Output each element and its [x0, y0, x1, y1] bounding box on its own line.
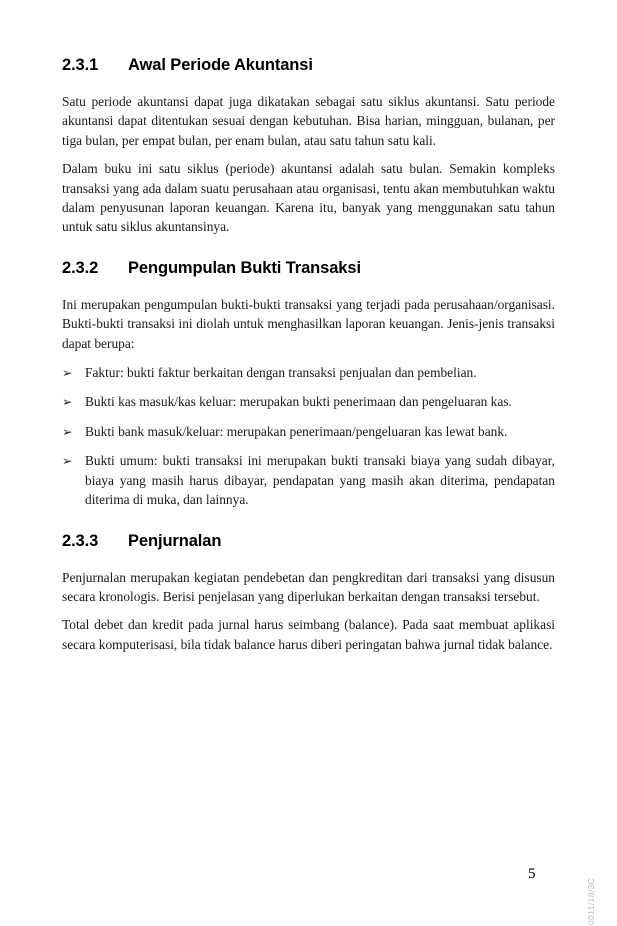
arrow-bullet-icon: ➢	[62, 394, 73, 410]
list-item-text: Faktur: bukti faktur berkaitan dengan transaksi penjualan dan pembelian.	[85, 365, 477, 381]
list-item	[62, 392, 555, 411]
list-item	[62, 451, 555, 509]
spacer	[62, 606, 555, 615]
list-item-text: Bukti kas masuk/kas keluar: merupakan bukti penerimaan dan pengeluaran kas.	[85, 394, 512, 410]
spacer	[62, 150, 555, 159]
spacer	[62, 551, 555, 568]
section-title: Penjurnalan	[128, 531, 222, 550]
arrow-bullet-icon: ➢	[62, 453, 73, 469]
paragraph: Ini merupakan pengumpulan bukti-bukti transaksi yang terjadi pada perusahaan/organisasi. Bukti-bukti transaksi ini diolah untuk menghasilkan laporan keuangan. Jenis-jenis transaksi dapat berupa:	[62, 296, 555, 351]
list-item-text: Bukti umum: bukti transaksi ini merupakan bukti transaki biaya yang sudah dibayar, biaya yang masih harus dibayar, pendapatan yang masih akan diterima, pendapatan diterima di muka, dan lainnya.	[85, 453, 555, 508]
section-number: 2.3.1	[62, 56, 99, 74]
arrow-bullet-icon: ➢	[62, 365, 73, 381]
list-item	[62, 363, 555, 382]
section-heading-2-3-1	[62, 56, 555, 75]
spacer	[62, 353, 555, 363]
page-content	[62, 56, 555, 654]
spacer	[62, 510, 555, 532]
section-number: 2.3.2	[62, 258, 99, 277]
paragraph: Satu periode akuntansi dapat juga dikatakan sebagai satu siklus akuntansi. Satu periode akuntansi dapat ditentukan sesuai dengan kebutuhan. Bisa harian, mingguan, bulanan, per tiga bulan, per empat bulan, per enam bulan, atau satu tahun satu kali.	[62, 94, 555, 148]
section-number: 2.3.3	[62, 531, 99, 550]
page-number: 5	[528, 866, 536, 882]
spacer	[62, 237, 555, 259]
paragraph: Dalam buku ini satu siklus (periode) akuntansi adalah satu bulan. Semakin kompleks transaksi yang ada dalam suatu perusahaan atau organisasi, tentu akan membutuhkan waktu dalam penyusunan laporan keuangan. Karena itu, banyak yang menggunakan satu tahun untuk satu siklus akuntansinya.	[62, 161, 555, 235]
spacer	[62, 278, 555, 295]
section-title: Awal Periode Akuntansi	[128, 56, 313, 74]
section-title: Pengumpulan Bukti Transaksi	[128, 258, 361, 277]
paragraph: Total debet dan kredit pada jurnal harus seimbang (balance). Pada saat membuat aplikasi secara komputerisasi, bila tidak balance harus diberi peringatan bahwa jurnal tidak balance.	[62, 617, 555, 652]
section-heading-2-3-2	[62, 259, 555, 278]
paragraph: Penjurnalan merupakan kegiatan pendebetan dan pengkreditan dari transaksi yang disusun secara kronologis. Berisi penjelasan yang diperlukan berkaitan dengan transaksi tersebut.	[62, 569, 555, 604]
section-heading-2-3-3	[62, 532, 555, 551]
list-item-text: Bukti bank masuk/keluar: merupakan penerimaan/pengeluaran kas lewat bank.	[85, 423, 508, 439]
bullet-list	[62, 363, 555, 509]
spacer	[62, 75, 555, 92]
list-item	[62, 422, 555, 441]
arrow-bullet-icon: ➢	[62, 423, 73, 439]
margin-watermark: 0011/18/3C	[586, 877, 596, 925]
